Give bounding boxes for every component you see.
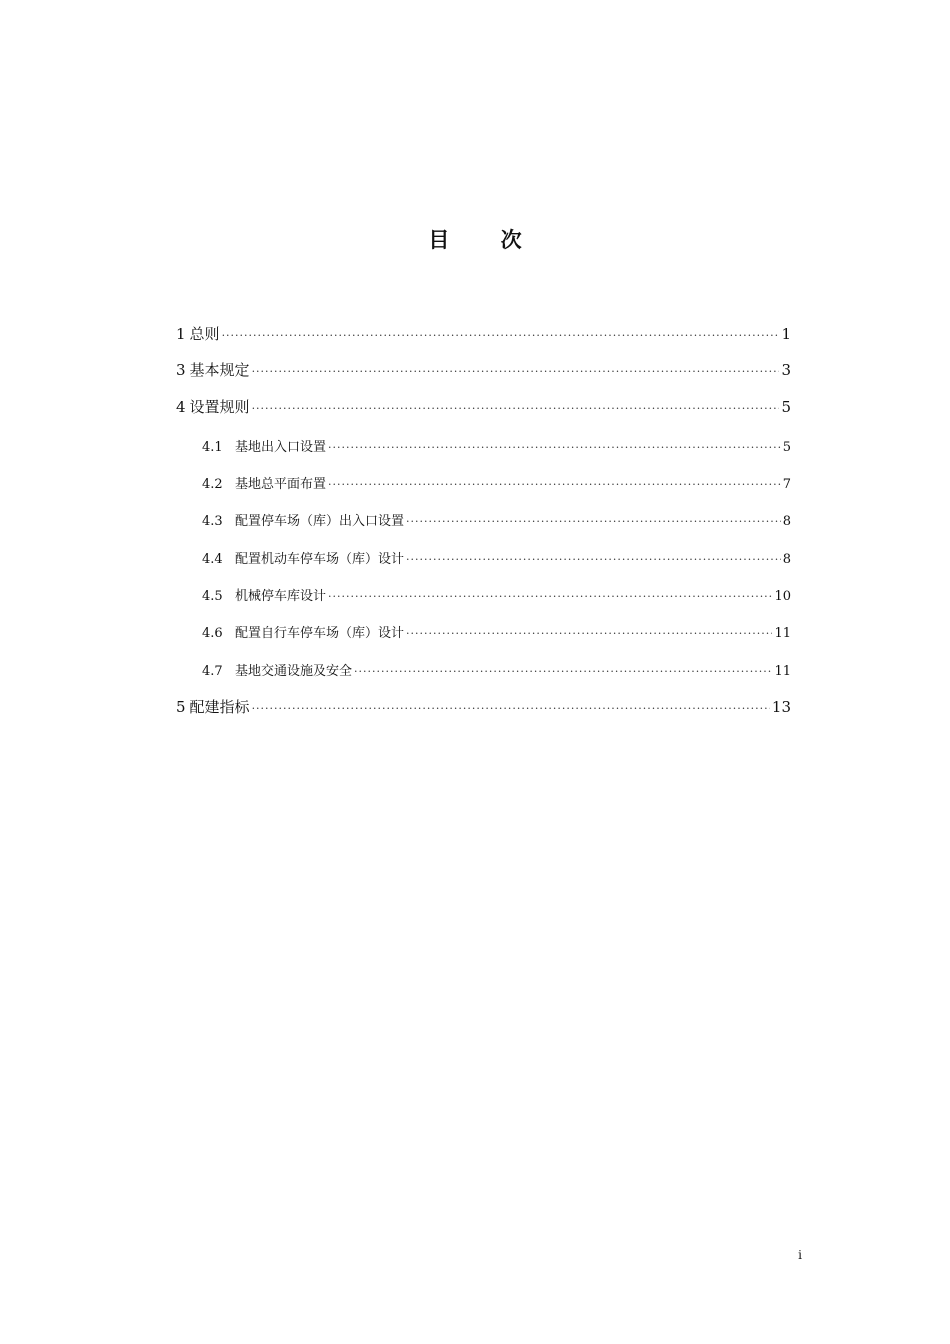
toc-entry-number: 5: [176, 698, 186, 716]
toc-entry[interactable]: [176, 323, 791, 344]
toc-entry[interactable]: [176, 696, 791, 717]
toc-entry-page: 8: [782, 552, 791, 567]
toc-entry[interactable]: [202, 585, 791, 604]
toc-entry-title: 配置自行车停车场（库）设计: [235, 626, 405, 641]
toc-entry-page: 7: [782, 477, 791, 492]
toc-title: 目 次: [428, 228, 544, 252]
toc-entry[interactable]: [176, 396, 791, 417]
toc-entry-title: 总则: [189, 325, 220, 343]
toc-entry-page: 10: [774, 589, 791, 604]
toc-entry-page: 8: [782, 514, 791, 529]
toc-entry-title: 基地出入口设置: [235, 440, 327, 455]
toc-entry-title: 配置停车场（库）出入口设置: [235, 514, 405, 529]
toc-entry-number: 4.6: [202, 626, 223, 641]
toc-entry-title: 基本规定: [189, 361, 250, 379]
toc-entry-title: 配建指标: [189, 698, 250, 716]
toc-entry-page: 5: [782, 440, 791, 455]
toc-leader-dots: [328, 478, 781, 491]
toc-leader-dots: [252, 402, 780, 415]
toc-entry-number: 4.1: [202, 440, 223, 455]
toc-entry-number: 4.3: [202, 514, 223, 529]
toc-entry-title: 机械停车库设计: [235, 589, 327, 604]
toc-leader-dots: [222, 329, 780, 342]
toc-entry-title: 设置规则: [189, 398, 250, 416]
toc-entry[interactable]: [176, 359, 791, 380]
toc-entry-page: 11: [774, 664, 791, 679]
page-number: i: [798, 1248, 802, 1262]
toc-entry-number: 4.2: [202, 477, 223, 492]
toc-entry-title: 基地总平面布置: [235, 477, 327, 492]
toc-entry[interactable]: [202, 510, 791, 529]
toc-entry[interactable]: [202, 548, 791, 567]
toc-entry-number: 4.5: [202, 589, 223, 604]
toc-entry-number: 1: [176, 325, 186, 343]
toc-entry-number: 3: [176, 361, 186, 379]
toc-leader-dots: [252, 365, 780, 378]
toc-leader-dots: [328, 441, 781, 454]
toc-leader-dots: [328, 590, 772, 603]
toc-entry[interactable]: [202, 622, 791, 641]
toc-leader-dots: [406, 627, 772, 640]
toc-entry[interactable]: [202, 436, 791, 455]
toc-leader-dots: [354, 665, 772, 678]
toc-entry-title: 配置机动车停车场（库）设计: [235, 552, 405, 567]
toc-leader-dots: [252, 702, 770, 715]
toc-leader-dots: [406, 553, 781, 566]
toc-entry-page: 13: [771, 698, 791, 716]
toc-entry-number: 4.4: [202, 552, 223, 567]
toc-entry-number: 4.7: [202, 664, 223, 679]
toc-entry-number: 4: [176, 398, 186, 416]
toc-entry[interactable]: [202, 660, 791, 679]
toc-entry-page: 1: [781, 325, 791, 343]
toc-entry-title: 基地交通设施及安全: [235, 664, 353, 679]
toc-entry-page: 11: [774, 626, 791, 641]
toc-entry[interactable]: [202, 473, 791, 492]
toc-entry-page: 3: [781, 361, 791, 379]
toc-leader-dots: [406, 515, 781, 528]
toc-entry-page: 5: [781, 398, 791, 416]
